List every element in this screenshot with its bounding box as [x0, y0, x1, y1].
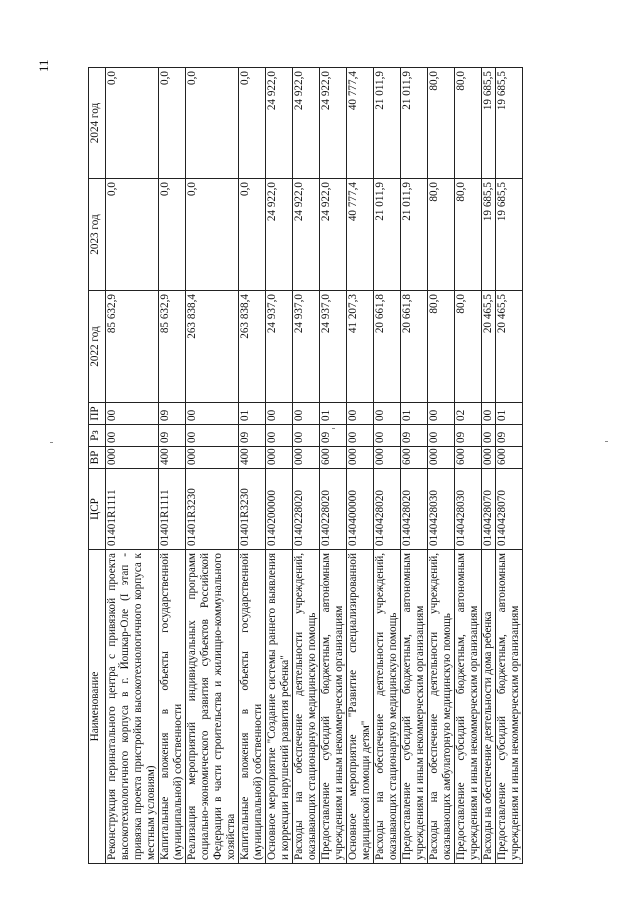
row-pr-cell: 09 — [159, 403, 186, 425]
row-2022-cell: 80,0 — [428, 291, 455, 403]
row-vr-cell: 000 — [266, 447, 293, 469]
row-vr-cell: 000 — [106, 447, 159, 469]
header-rz: Рз — [89, 425, 106, 447]
row-2022-cell: 263 838,4 — [186, 291, 239, 403]
row-pr-cell: 00 — [482, 403, 496, 425]
header-2022: 2022 год — [89, 291, 106, 403]
row-2022-cell: 85 632,9 — [159, 291, 186, 403]
table-row — [401, 68, 428, 864]
table-row — [482, 68, 496, 864]
row-2023-cell: 24 922,0 — [293, 179, 320, 291]
row-2022-cell: 20 465,5 — [496, 291, 523, 403]
table-header-row — [89, 68, 106, 864]
row-2022-cell: 20 661,8 — [374, 291, 401, 403]
row-vr-cell: 000 — [428, 447, 455, 469]
table-row — [159, 68, 186, 864]
row-pr-cell: 00 — [186, 403, 239, 425]
row-pr-cell: 02 — [455, 403, 482, 425]
row-name-cell: Расходы на обеспечение деятельности учреждений, оказывающих амбулаторную медицинскую помощь — [428, 550, 455, 864]
row-vr-cell: 000 — [293, 447, 320, 469]
row-csr-cell: 0140428070 — [482, 469, 496, 550]
row-rz-cell: 00 — [186, 425, 239, 447]
row-csr-cell: 01401R3230 — [186, 469, 239, 550]
row-2024-cell: 24 922,0 — [266, 68, 293, 179]
row-2022-cell: 263 838,4 — [239, 291, 266, 403]
row-2024-cell: 21 011,9 — [401, 68, 428, 179]
row-pr-cell: 01 — [496, 403, 523, 425]
row-name-cell: Реализация мероприятий индивидуальных программ социально-экономического развития субъектов Российской Федерации в части строительства и жилищно-коммунального хозяйства — [186, 550, 239, 864]
budget-table-sheet — [88, 68, 608, 864]
header-vr: ВР — [89, 447, 106, 469]
table-row — [239, 68, 266, 864]
row-rz-cell: 09 — [239, 425, 266, 447]
row-rz-cell: 00 — [266, 425, 293, 447]
row-name-cell: Основное мероприятие "Создание системы раннего выявления и коррекции нарушений развития ребенка" — [266, 550, 293, 864]
row-vr-cell: 600 — [496, 447, 523, 469]
row-pr-cell: 01 — [401, 403, 428, 425]
row-rz-cell: 00 — [374, 425, 401, 447]
row-rz-cell: 00 — [106, 425, 159, 447]
row-2024-cell: 19 685,5 — [496, 68, 523, 179]
row-vr-cell: 600 — [455, 447, 482, 469]
row-2024-cell: 0,0 — [159, 68, 186, 179]
table-body — [106, 68, 523, 864]
row-csr-cell: 01401R1111 — [159, 469, 186, 550]
table-row — [496, 68, 523, 864]
table-row — [347, 68, 374, 864]
row-vr-cell: 000 — [374, 447, 401, 469]
row-2022-cell: 24 937,0 — [266, 291, 293, 403]
row-name-cell: Расходы на обеспечение деятельности учреждений, оказывающих стационарную медицинскую помощь — [293, 550, 320, 864]
row-vr-cell: 000 — [482, 447, 496, 469]
row-name-cell: Предоставление субсидий бюджетным, автономным учреждениям и иным некоммерческим организациям — [401, 550, 428, 864]
row-pr-cell: 01 — [239, 403, 266, 425]
row-2024-cell: 0,0 — [186, 68, 239, 179]
row-2024-cell: 24 922,0 — [320, 68, 347, 179]
row-2023-cell: 21 011,9 — [374, 179, 401, 291]
row-csr-cell: 0140228020 — [293, 469, 320, 550]
table-row — [293, 68, 320, 864]
table-row — [320, 68, 347, 864]
table-row — [455, 68, 482, 864]
row-2023-cell: 80,0 — [428, 179, 455, 291]
row-pr-cell: 00 — [347, 403, 374, 425]
row-2024-cell: 40 777,4 — [347, 68, 374, 179]
row-csr-cell: 01401R1111 — [106, 469, 159, 550]
row-csr-cell: 0140200000 — [266, 469, 293, 550]
table-row — [374, 68, 401, 864]
row-2022-cell: 85 632,9 — [106, 291, 159, 403]
row-vr-cell: 600 — [320, 447, 347, 469]
row-2022-cell: 41 207,3 — [347, 291, 374, 403]
row-2023-cell: 24 922,0 — [266, 179, 293, 291]
row-2022-cell: 80,0 — [455, 291, 482, 403]
row-name-cell: Капитальные вложения в объекты государственной (муниципальной) собственности — [239, 550, 266, 864]
row-2024-cell: 24 922,0 — [293, 68, 320, 179]
row-2024-cell: 19 685,5 — [482, 68, 496, 179]
row-name-cell: Предоставление субсидий бюджетным, автономным учреждениям и иным некоммерческим организациям — [496, 550, 523, 864]
row-csr-cell: 0140428030 — [455, 469, 482, 550]
row-name-cell: Реконструкция перинатального центра с привязкой проекта высокотехнологичного корпуса в г. Йошкар-Оле (I этап - привязка проекта пристройки высокотехнологичного корпуса к местным условиям) — [106, 550, 159, 864]
row-csr-cell: 0140428020 — [374, 469, 401, 550]
row-2022-cell: 24 937,0 — [293, 291, 320, 403]
row-vr-cell: 400 — [159, 447, 186, 469]
row-2022-cell: 20 661,8 — [401, 291, 428, 403]
row-2023-cell: 21 011,9 — [401, 179, 428, 291]
row-pr-cell: 00 — [106, 403, 159, 425]
row-name-cell: Расходы на обеспечение деятельности дома ребенка — [482, 550, 496, 864]
row-rz-cell: 09 — [320, 425, 347, 447]
page-number: 11 — [36, 59, 51, 72]
row-2022-cell: 20 465,5 — [482, 291, 496, 403]
row-pr-cell: 00 — [266, 403, 293, 425]
row-rz-cell: 09 — [496, 425, 523, 447]
table-row — [186, 68, 239, 864]
row-pr-cell: 00 — [428, 403, 455, 425]
row-rz-cell: 09 — [401, 425, 428, 447]
row-name-cell: Основное мероприятие "Развитие специализированной медицинской помощи детям" — [347, 550, 374, 864]
row-vr-cell: 000 — [347, 447, 374, 469]
row-rz-cell: 00 — [482, 425, 496, 447]
header-pr: ПР — [89, 403, 106, 425]
row-2023-cell: 80,0 — [455, 179, 482, 291]
row-2024-cell: 80,0 — [455, 68, 482, 179]
row-csr-cell: 0140428070 — [496, 469, 523, 550]
row-2024-cell: 80,0 — [428, 68, 455, 179]
table-row — [428, 68, 455, 864]
row-2023-cell: 19 685,5 — [482, 179, 496, 291]
row-vr-cell: 400 — [239, 447, 266, 469]
row-pr-cell: 00 — [374, 403, 401, 425]
header-name: Наименование — [89, 550, 106, 864]
row-pr-cell: 00 — [293, 403, 320, 425]
row-csr-cell: 0140428030 — [428, 469, 455, 550]
row-csr-cell: 01401R3230 — [239, 469, 266, 550]
row-2023-cell: 0,0 — [239, 179, 266, 291]
row-rz-cell: 00 — [347, 425, 374, 447]
header-2024: 2024 год — [89, 68, 106, 179]
row-2024-cell: 21 011,9 — [374, 68, 401, 179]
row-2024-cell: 0,0 — [239, 68, 266, 179]
row-rz-cell: 00 — [293, 425, 320, 447]
row-name-cell: Предоставление субсидий бюджетным, автономным учреждениям и иным некоммерческим организациям — [320, 550, 347, 864]
table-row — [266, 68, 293, 864]
row-2023-cell: 0,0 — [186, 179, 239, 291]
row-2024-cell: 0,0 — [106, 68, 159, 179]
row-rz-cell: 09 — [159, 425, 186, 447]
row-name-cell: Предоставление субсидий бюджетным, автономным учреждениям и иным некоммерческим организациям — [455, 550, 482, 864]
row-pr-cell: 01 — [320, 403, 347, 425]
header-csr: ЦСР — [89, 469, 106, 550]
row-2022-cell: 24 937,0 — [320, 291, 347, 403]
row-vr-cell: 000 — [186, 447, 239, 469]
header-2023: 2023 год — [89, 179, 106, 291]
row-2023-cell: 0,0 — [159, 179, 186, 291]
row-2023-cell: 19 685,5 — [496, 179, 523, 291]
budget-table — [88, 67, 523, 864]
table-row — [106, 68, 159, 864]
row-name-cell: Капитальные вложения в объекты государственной (муниципальной) собственности — [159, 550, 186, 864]
row-2023-cell: 40 777,4 — [347, 179, 374, 291]
row-rz-cell: 00 — [428, 425, 455, 447]
row-csr-cell: 0140400000 — [347, 469, 374, 550]
row-2023-cell: 24 922,0 — [320, 179, 347, 291]
row-name-cell: Расходы на обеспечение деятельности учреждений, оказывающих стационарную медицинскую помощь — [374, 550, 401, 864]
row-rz-cell: 09 — [455, 425, 482, 447]
row-csr-cell: 0140228020 — [320, 469, 347, 550]
row-vr-cell: 600 — [401, 447, 428, 469]
row-csr-cell: 0140428020 — [401, 469, 428, 550]
row-2023-cell: 0,0 — [106, 179, 159, 291]
